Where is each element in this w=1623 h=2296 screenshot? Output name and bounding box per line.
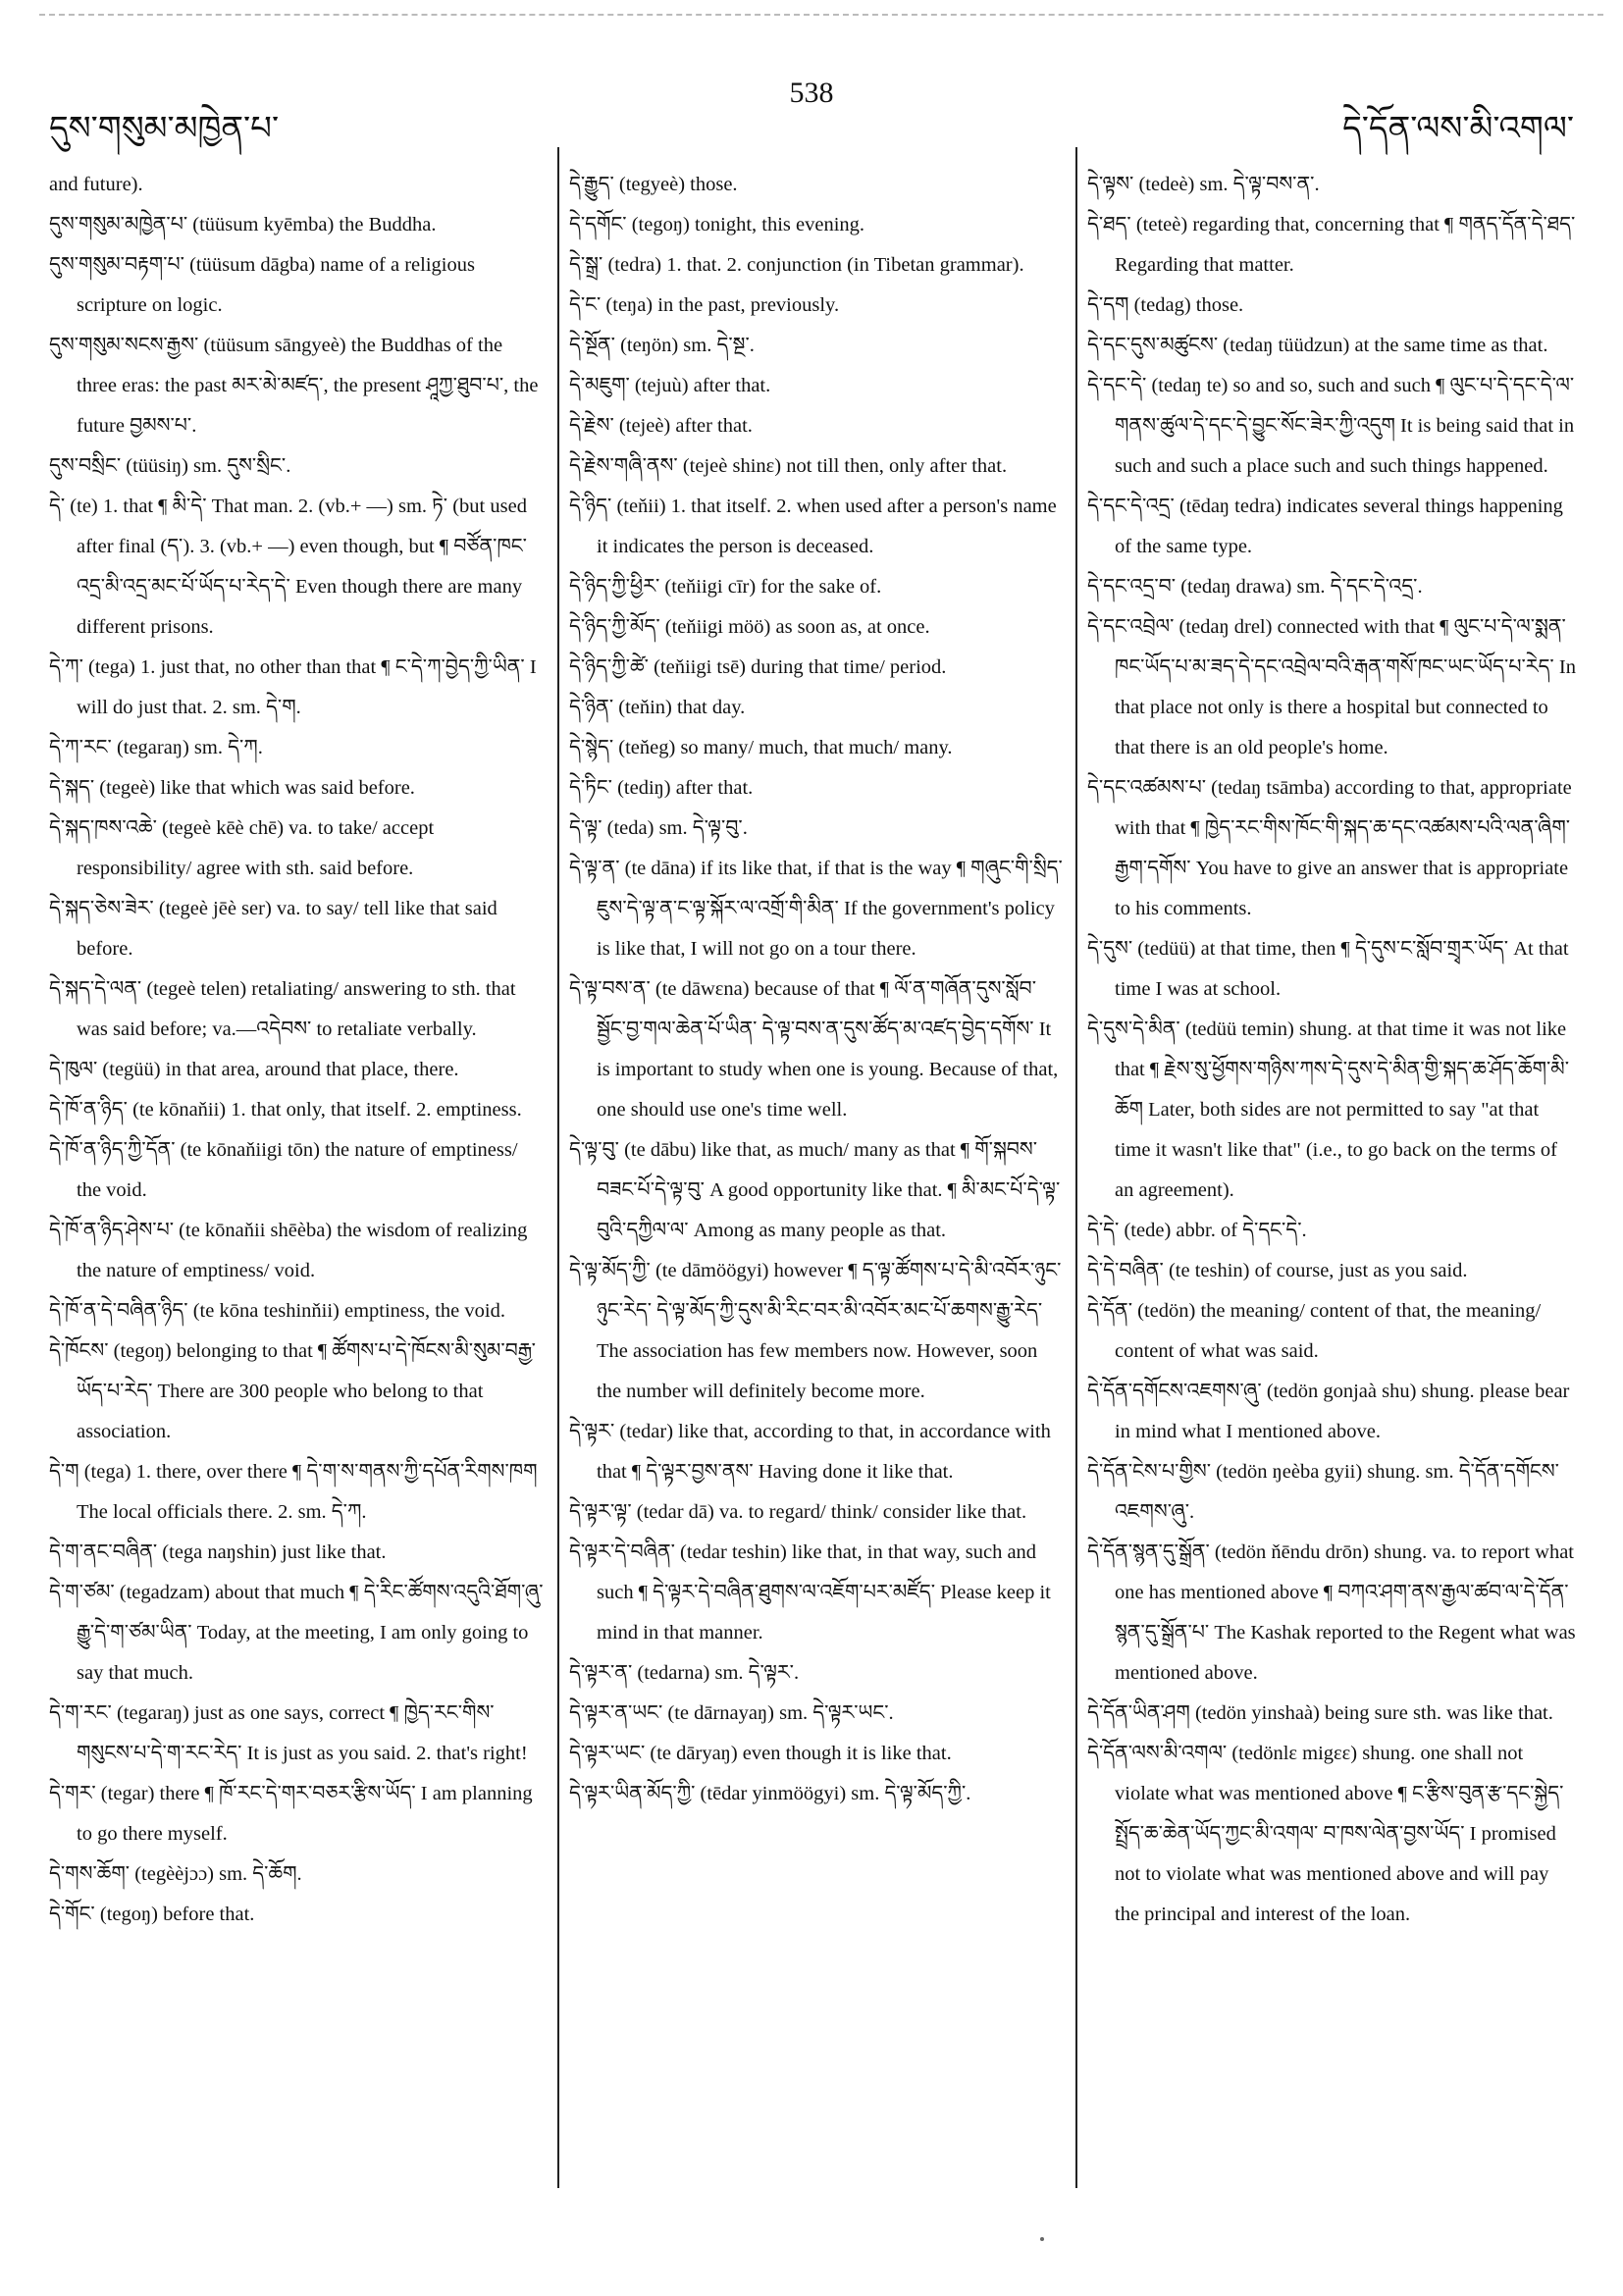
dictionary-entry: དེ་ཉིན་ (teňin) that day. xyxy=(569,697,746,718)
dictionary-entry: དེ་དོན་དགོངས་འཇགས་ཞུ་ (tedön gonjaà shu) shung. please bear in mind what I mentioned above. xyxy=(1087,1381,1570,1442)
dictionary-entry: དེ་སྐད་དེ་ལན་ (tegeè telen) retaliating/ answering to sth. that was said before; va.—འདེབས་ to retaliate verbally. xyxy=(49,978,516,1040)
dictionary-entry: དེ་ལྟར་ (tedar) like that, according to that, in accordance with that ¶ དེ་ལྟར་བྱས་ནས་ Having done it like that. xyxy=(569,1421,1051,1483)
dictionary-entry: དེ་དག (tedag) those. xyxy=(1087,294,1244,316)
dictionary-entry: དེ་རྗེས་ (tejeè) after that. xyxy=(569,415,753,437)
dictionary-entry: དུས་གསུམ་སངས་རྒྱས་ (tüüsum sāngyeè) the Buddhas of the three eras: the past མར་མེ་མཛད་, the present ཤཱཀྱ་ཐུབ་པ་, the future བྱམས་པ་. xyxy=(49,335,539,437)
dictionary-entry: དུས་གསུམ་མཁྱེན་པ་ (tüüsum kyēmba) the Buddha. xyxy=(49,214,437,235)
dictionary-entry: དེ་ཀ་ (tega) 1. just that, no other than that ¶ ང་དེ་ཀ་བྱེད་ཀྱི་ཡིན་ I will do just that. 2. sm. དེ་ག. xyxy=(49,656,537,718)
dictionary-entry: དེ་མཇུག་ (tejuù) after that. xyxy=(569,375,771,396)
dictionary-entry: དེ་སྐད་ (tegeè) like that which was said before. xyxy=(49,777,415,799)
page-number: 538 xyxy=(789,77,834,109)
top-scan-rule xyxy=(39,14,1603,16)
dictionary-entry: དེ་ (te) 1. that ¶ མི་དེ་ That man. 2. (vb.+ —) sm. ཏེ་ (but used after final (ད་). 3. (vb.+ —) even though, but ¶ བཙོན་ཁང་འདྲ་མི་འདྲ་མང་པོ་ཡོད་པ་རེད་དེ་ Even though there are many different prisons. xyxy=(49,496,527,638)
dictionary-column-3 xyxy=(1087,165,1578,2216)
dictionary-entry: དེ་དེ་ (tede) abbr. of དེ་དང་དེ་. xyxy=(1087,1220,1307,1241)
dictionary-entry: དེ་རྗེས་གཞི་ནས་ (tejeè shinɛ) not till then, only after that. xyxy=(569,455,1008,477)
dictionary-column-2 xyxy=(569,165,1065,2216)
dictionary-entry: དེ་ཐད་ (teteè) regarding that, concerning that ¶ གནད་དོན་དེ་ཐད་ Regarding that matter. xyxy=(1087,214,1576,276)
dictionary-entry: དེ་ཀ་རང་ (tegaraŋ) sm. དེ་ཀ. xyxy=(49,737,263,758)
dictionary-entry: དེ་ལྟ་བས་ན་ (te dāwɛna) because of that ¶ ལོ་ན་གཞོན་དུས་སློབ་སྦྱོང་བྱ་གལ་ཆེན་པོ་ཡིན་ དེ་ལྟ་བས་ན་དུས་ཚོད་མ་འཛད་བྱེད་དགོས་ It is important to study when one is young. Because of that, one should use one's time well. xyxy=(569,978,1059,1121)
dictionary-entry: དེ་ཁོ་ན་ཉིད་ཀྱི་དོན་ (te kōnaňiigi tōn) the nature of emptiness/ the void. xyxy=(49,1139,518,1201)
dictionary-column-1 xyxy=(49,165,545,2216)
dictionary-entry: དེ་དང་དེ་ (tedaŋ te) so and so, such and such ¶ ལུང་པ་དེ་དང་དེ་ལ་གནས་ཚུལ་དེ་དང་དེ་བྱུང་སོང་ཟེར་ཀྱི་འདུག It is being said that in such and such a place such and such things happened. xyxy=(1087,375,1575,477)
dictionary-entry: དེ་ཁུལ་ (tegüü) in that area, around that place, there. xyxy=(49,1059,459,1080)
header-last-entry: དེ་དོན་ལས་མི་འགལ་ xyxy=(1342,109,1574,148)
dictionary-entry: དེ་དོན་ (tedön) the meaning/ content of that, the meaning/ content of what was said. xyxy=(1087,1300,1542,1362)
dictionary-entry: དེ་ལྟར་དེ་བཞིན་ (tedar teshin) like that, in that way, such and such ¶ དེ་ལྟར་དེ་བཞིན་ཐུགས་ལ་འཇོག་པར་མཛོད་ Please keep it mind in that manner. xyxy=(569,1541,1051,1644)
dictionary-entry: དེ་གར་ (tegar) there ¶ ཁོ་རང་དེ་གར་བཅར་རྩིས་ཡོད་ I am planning to go there myself. xyxy=(49,1783,533,1845)
column-divider-1 xyxy=(557,147,559,2188)
dictionary-entry: དེ་ལྟས་ (tedeè) sm. དེ་ལྟ་བས་ན་. xyxy=(1087,174,1320,195)
dictionary-entry: དེ་སྒྲ་ (tedra) 1. that. 2. conjunction (in Tibetan grammar). xyxy=(569,254,1024,276)
dictionary-entry: དེ་སྐད་ཅེས་ཟེར་ (tegeè jēè ser) va. to say/ tell like that said before. xyxy=(49,898,497,960)
dictionary-entry: དེ་རྒྱུད་ (tegyeè) those. xyxy=(569,174,738,195)
dictionary-entry: དེ་དོན་ཡིན་ཤག (tedön yinshaà) being sure sth. was like that. xyxy=(1087,1702,1553,1724)
dictionary-entry: དུས་བསྲིང་ (tüüsiŋ) sm. དུས་སྲིང་. xyxy=(49,455,291,477)
dictionary-entry: དེ་ལྟ་བུ་ (te dābu) like that, as much/ many as that ¶ གོ་སྐབས་བཟང་པོ་དེ་ལྟ་བུ་ A good opportunity like that. ¶ མི་མང་པོ་དེ་ལྟ་བུའི་དཀྱིལ་ལ་ Among as many people as that. xyxy=(569,1139,1061,1241)
scan-speck xyxy=(1040,2237,1044,2241)
dictionary-entry: དེ་དང་དུས་མཚུངས་ (tedaŋ tüüdzun) at the same time as that. xyxy=(1087,335,1548,356)
dictionary-entry: དེ་དོན་ལས་མི་འགལ་ (tedönlɛ migɛɛ) shung. one shall not violate what was mentioned above ¶ ང་རྩིས་བུན་རྩ་དང་སྐྱེད་སྤྲོད་ཆ་ཆེན་ཡོད་ཀྱང་མི་འགལ་ བ་ཁས་ལེན་བྱས་ཡོད་ I promised not to violate what was mentioned above and will pay the principal and interest of the loan. xyxy=(1087,1743,1564,1925)
dictionary-entry: དེ་དོན་སྙན་དུ་སྒྲོན་ (tedön ňēndu drōn) shung. va. to report what one has mentioned above ¶ བཀའ་ཤག་ནས་རྒྱལ་ཚབ་ལ་དེ་དོན་སྙན་དུ་སྒྲོན་པ་ The Kashak reported to the Regent what was mentioned above. xyxy=(1087,1541,1576,1684)
dictionary-entry: དེ་ཏིང་ (tediŋ) after that. xyxy=(569,777,754,799)
dictionary-entry: དེ་དུས་ (tedüü) at that time, then ¶ དེ་དུས་ང་སློབ་གྲྭར་ཡོད་ At that time I was at school. xyxy=(1087,938,1569,1000)
dictionary-entry: དེ་ལྟར་ཡིན་མོད་ཀྱི་ (tēdar yinmöögyi) sm. དེ་ལྟ་མོད་ཀྱི་. xyxy=(569,1783,971,1804)
dictionary-entry: དེ་ག (tega) 1. there, over there ¶ དེ་ག་ས་གནས་ཀྱི་དཔོན་རིགས་ཁག The local officials there. 2. sm. དེ་ཀ. xyxy=(49,1461,538,1523)
dictionary-entry: དེ་ཁོ་ན་ཉིད་ (te kōnaňii) 1. that only, that itself. 2. emptiness. xyxy=(49,1099,522,1121)
dictionary-entry: དེ་དང་དེ་འདྲ་ (tēdaŋ tedra) indicates several things happening of the same type. xyxy=(1087,496,1563,557)
dictionary-entry: དེ་ལྟར་ན་ (tedarna) sm. དེ་ལྟར་. xyxy=(569,1662,800,1684)
dictionary-entry: དེ་དང་འབྲེལ་ (tedaŋ drel) connected with that ¶ ལུང་པ་དེ་ལ་སྨན་ཁང་ཡོད་པ་མ་ཟད་དེ་དང་འབྲེལ་བའི་རྒན་གསོ་ཁང་ཡང་ཡོད་པ་རེད་ In that place not only is there a hospital but connected to that there is an old people's home. xyxy=(1087,616,1576,758)
column-divider-2 xyxy=(1075,147,1077,2188)
dictionary-entry: དེ་དང་འཚམས་པ་ (tedaŋ tsāmba) according to that, appropriate with that ¶ ཁྱེད་རང་གིས་ཁོང་གི་སྐད་ཆ་དང་འཚམས་པའི་ལན་ཞིག་རྒྱག་དགོས་ You have to give an answer that is appropriate to his comments. xyxy=(1087,777,1572,919)
dictionary-entry: དེ་དོན་ངེས་པ་གྱིས་ (tedön ŋeèba gyii) shung. sm. དེ་དོན་དགོངས་འཇགས་ཞུ་. xyxy=(1087,1461,1559,1523)
dictionary-entry: and future). xyxy=(49,174,143,195)
dictionary-entry: དེ་སྐད་ཁས་འཆེ་ (tegeè kēè chē) va. to take/ accept responsibility/ agree with sth. said before. xyxy=(49,817,435,879)
page-header xyxy=(0,69,1623,148)
dictionary-entry: དེ་ག་ནང་བཞིན་ (tega naŋshin) just like that. xyxy=(49,1541,387,1563)
dictionary-entry: དེ་ལྟར་ན་ཡང་ (te dārnayaŋ) sm. དེ་ལྟར་ཡང་. xyxy=(569,1702,894,1724)
dictionary-entry: དེ་ང་ (teŋa) in the past, previously. xyxy=(569,294,840,316)
dictionary-entry: དེ་ལྟ་ན་ (te dāna) if its like that, if that is the way ¶ གཞུང་གི་སྲིད་ཇུས་དེ་ལྟ་ན་ང་ལྟ་སྐོར་ལ་འགྲོ་གི་མིན་ If the government's policy is like that, I will not go on a tour there. xyxy=(569,858,1063,960)
dictionary-entry: དེ་ཉིད་ཀྱི་མོད་ (teňiigi möö) as soon as, at once. xyxy=(569,616,930,638)
dictionary-entry: དེ་ལྟ་ (teda) sm. དེ་ལྟ་བུ་. xyxy=(569,817,748,839)
dictionary-entry: དེ་གོང་ (tegoŋ) before that. xyxy=(49,1904,255,1925)
dictionary-entry: དེ་དུས་དེ་མིན་ (tedüü temin) shung. at that time it was not like that ¶ རྗེས་སུ་ཕྱོགས་གཉིས་ཀས་དེ་དུས་དེ་མིན་གྱི་སྐད་ཆ་ཤོད་ཆོག་མི་ཆོག Later, both sides are not permitted to say "at that time it wasn't like that" (i.e., to go back on the terms of an agreement). xyxy=(1087,1018,1570,1201)
dictionary-entry: དེ་དགོང་ (tegoŋ) tonight, this evening. xyxy=(569,214,865,235)
dictionary-entry: དེ་སྔོན་ (teŋön) sm. དེ་སྔ་. xyxy=(569,335,755,356)
dictionary-entry: དེ་སྙེད་ (teňeg) so many/ much, that much/ many. xyxy=(569,737,953,758)
dictionary-entry: དེ་ཁོ་ན་དེ་བཞིན་ཉིད་ (te kōna teshinňii) emptiness, the void. xyxy=(49,1300,505,1322)
dictionary-entry: དེ་ཁོངས་ (tegoŋ) belonging to that ¶ ཚོགས་པ་དེ་ཁོངས་མི་སུམ་བརྒྱ་ཡོད་པ་རེད་ There are 300 people who belong to that association. xyxy=(49,1340,536,1442)
dictionary-entry: དུས་གསུམ་བརྟག་པ་ (tüüsum dāgba) name of a religious scripture on logic. xyxy=(49,254,475,316)
dictionary-entry: དེ་ཉིད་ (teňii) 1. that itself. 2. when used after a person's name it indicates the person is deceased. xyxy=(569,496,1057,557)
dictionary-entry: དེ་དང་འདྲ་བ་ (tedaŋ drawa) sm. དེ་དང་དེ་འདྲ་. xyxy=(1087,576,1423,598)
header-first-entry: དུས་གསུམ་མཁྱེན་པ་ xyxy=(49,109,280,148)
dictionary-entry: དེ་དེ་བཞིན་ (te teshin) of course, just as you said. xyxy=(1087,1260,1468,1281)
dictionary-entry: དེ་གས་ཆོག་ (tegèèjɔɔ) sm. དེ་ཆོག. xyxy=(49,1863,302,1885)
dictionary-entry: དེ་ཉིད་ཀྱི་ཕྱིར་ (teňiigi cīr) for the sake of. xyxy=(569,576,882,598)
dictionary-entry: དེ་ལྟར་ལྟ་ (tedar dā) va. to regard/ think/ consider like that. xyxy=(569,1501,1027,1523)
dictionary-entry: དེ་ཉིད་ཀྱི་ཚེ་ (teňiigi tsē) during that time/ period. xyxy=(569,656,947,678)
dictionary-entry: དེ་ག་ཙམ་ (tegadzam) about that much ¶ དེ་རིང་ཚོགས་འདུའི་ཐོག་ཞུ་རྒྱུ་དེ་ག་ཙམ་ཡིན་ Today, at the meeting, I am only going to say that much. xyxy=(49,1582,544,1684)
dictionary-entry: དེ་ལྟ་མོད་ཀྱི་ (te dāmöögyi) however ¶ ད་ལྟ་ཚོགས་པ་དེ་མི་འབོར་ཉུང་ཉུང་རེད་ དེ་ལྟ་མོད་ཀྱི་དུས་མི་རིང་བར་མི་འབོར་མང་པོ་ཆགས་རྒྱུ་རེད་ The association has few members now. However, soon the number will definitely become more. xyxy=(569,1260,1062,1402)
dictionary-entry: དེ་ཁོ་ན་ཉིད་ཤེས་པ་ (te kōnaňii shēèba) the wisdom of realizing the nature of emptiness/ void. xyxy=(49,1220,528,1281)
dictionary-entry: དེ་ག་རང་ (tegaraŋ) just as one says, correct ¶ ཁྱེད་རང་གིས་གསུངས་པ་དེ་ག་རང་རེད་ It is just as you said. 2. that's right! xyxy=(49,1702,528,1764)
dictionary-entry: དེ་ལྟར་ཡང་ (te dāryaŋ) even though it is like that. xyxy=(569,1743,952,1764)
